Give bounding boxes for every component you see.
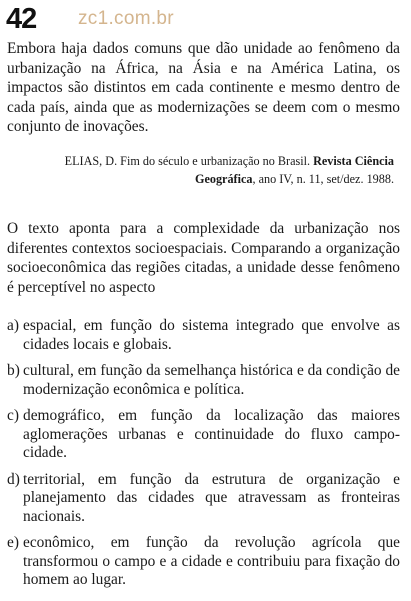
option-e[interactable] <box>7 534 400 590</box>
passage-text: Embora haja dados comuns que dão unidade ao fenômeno da urbanização na África, na Ásia e na América Latina, os impactos são distintos em cada continente e mesmo dentro de cada país, ainda que as modernizações se deem com o mesmo conjunto de inovações. <box>7 40 400 135</box>
option-letter: b) <box>7 362 20 379</box>
option-letter: c) <box>7 407 19 424</box>
option-text: espacial, em função do sistema integrado que envolve as cidades locais e globais. <box>23 317 400 353</box>
question-prompt: O texto aponta para a complexidade da urbanização nos diferentes contextos socioespaciais. Comparando a organização socioeconômica das regiões citadas, a unidade desse fenômeno é perceptível no aspecto <box>7 220 400 296</box>
source-journal: Revista Ciência Geográfica <box>194 154 394 186</box>
source-details: , ano IV, n. 11, set/dez. 1988. <box>252 172 394 186</box>
option-text: cultural, em função da semelhança histórica e da condição de modernização econômica e política. <box>23 362 400 398</box>
option-d[interactable] <box>7 471 400 527</box>
option-text: territorial, em função da estrutura de organização e planejamento das cidades que atravessam as fronteiras nacionais. <box>23 470 400 525</box>
option-b[interactable] <box>7 362 400 399</box>
option-c[interactable] <box>7 407 400 463</box>
option-letter: e) <box>7 534 19 551</box>
source-citation <box>30 152 394 188</box>
option-text: econômico, em função da revolução agrícola que transformou o campo e a cidade e contribuiu para fixação do homem ao lugar. <box>23 534 400 588</box>
option-a[interactable] <box>7 317 400 354</box>
option-text: demográfico, em função da localização das maiores aglomerações urbanas e continuidade do fluxo campo-cidade. <box>23 407 400 461</box>
option-letter: a) <box>7 317 19 334</box>
question-number: 42 <box>6 2 37 35</box>
source-author-work: ELIAS, D. Fim do século e urbanização no Brasil. <box>64 154 311 168</box>
question-header <box>6 4 174 34</box>
answer-options <box>7 317 400 598</box>
watermark: zc1.com.br <box>78 8 174 29</box>
option-letter: d) <box>7 470 20 488</box>
